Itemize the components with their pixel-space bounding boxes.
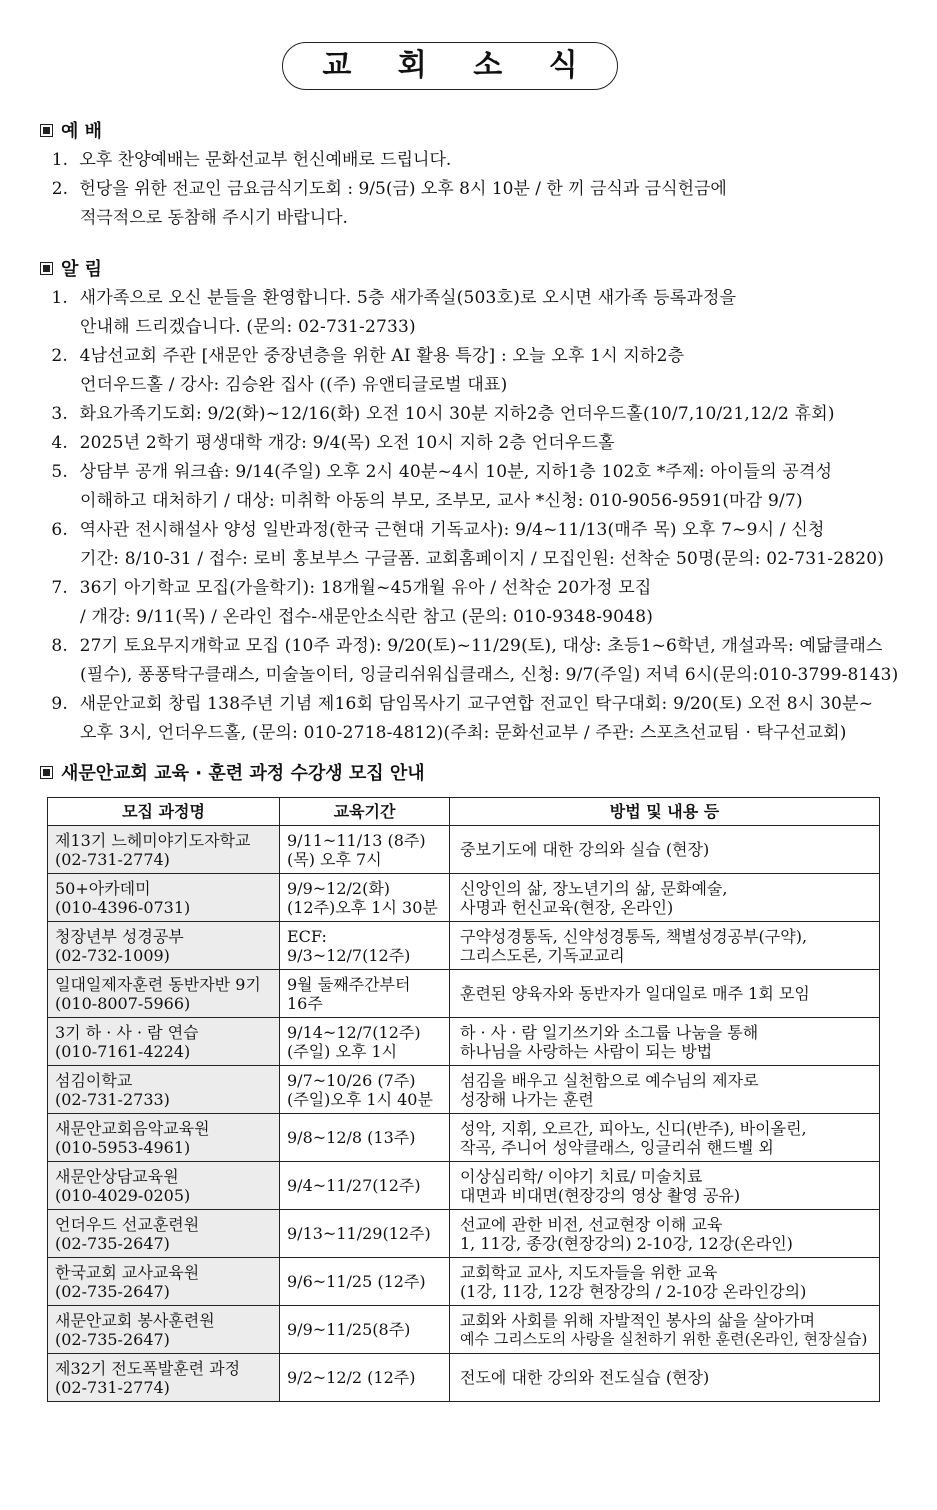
list-item bbox=[40, 342, 900, 400]
cell-line: 제32기 전도폭발훈련 과정 bbox=[55, 1358, 241, 1378]
cell-line: 새문안교회음악교육원 bbox=[55, 1118, 210, 1138]
cell-line: (010-4029-0205) bbox=[55, 1185, 191, 1205]
worship-list bbox=[40, 146, 900, 233]
cell-line: 중보기도에 대한 강의와 실습 (현장) bbox=[460, 840, 710, 859]
cell-line: (02-731-2774) bbox=[55, 1377, 170, 1397]
period-cell bbox=[280, 970, 450, 1018]
table-row bbox=[48, 1066, 880, 1114]
cell-line: 한국교회 교사교육원 bbox=[55, 1262, 200, 1282]
cell-line: 교회와 사회를 위해 자발적인 봉사의 삶을 살아가며 bbox=[460, 1310, 816, 1330]
item-text: 이해하고 대처하기 / 대상: 미취학 아동의 부모, 조부모, 교사 *신청: 010-9056-9591(마감 9/7) bbox=[80, 491, 803, 511]
cell-line: (02-731-2774) bbox=[55, 849, 170, 869]
table-row bbox=[48, 970, 880, 1018]
cell-line: 9/7~10/26 (7주) bbox=[287, 1070, 416, 1090]
description-cell bbox=[450, 1114, 880, 1162]
period-cell bbox=[280, 1162, 450, 1210]
cell-line: 9/4~11/27(12주) bbox=[287, 1176, 421, 1195]
cell-line: 9/9~11/25(8주) bbox=[287, 1320, 411, 1339]
course-name-cell bbox=[48, 1306, 280, 1354]
cell-line: (010-4396-0731) bbox=[55, 897, 191, 917]
cell-line: 9/14~12/7(12주) bbox=[287, 1022, 421, 1042]
cell-line: 성악, 지휘, 오르간, 피아노, 신디(반주), 바이올린, bbox=[460, 1118, 807, 1138]
item-text: 오후 찬양예배는 문화선교부 헌신예배로 드립니다. bbox=[79, 150, 452, 170]
cell-line: (02-735-2647) bbox=[55, 1281, 170, 1301]
worship-heading: 예 배 bbox=[40, 118, 900, 146]
course-name-cell bbox=[48, 1258, 280, 1306]
cell-line: 그리스도론, 기독교교리 bbox=[460, 945, 625, 965]
item-number: 8. bbox=[51, 636, 68, 656]
description-cell bbox=[450, 970, 880, 1018]
item-text: 언더우드홀 / 강사: 김승완 집사 ((주) 유앤티글로벌 대표) bbox=[80, 375, 508, 395]
course-name-cell bbox=[48, 1210, 280, 1258]
cell-line: 전도에 대한 강의와 전도실습 (현장) bbox=[460, 1368, 710, 1387]
worship-section bbox=[40, 118, 900, 233]
description-cell bbox=[450, 1018, 880, 1066]
list-item bbox=[40, 175, 900, 233]
notice-heading: 알 림 bbox=[40, 256, 900, 284]
cell-line: 새문안상담교육원 bbox=[55, 1166, 179, 1186]
list-item bbox=[40, 690, 900, 748]
cell-line: 훈련된 양육자와 동반자가 일대일로 매주 1회 모임 bbox=[460, 984, 810, 1003]
cell-line: 신앙인의 삶, 장노년기의 삶, 문화예술, bbox=[460, 878, 728, 898]
period-cell bbox=[280, 922, 450, 970]
course-name-cell bbox=[48, 874, 280, 922]
table-row bbox=[48, 1258, 880, 1306]
cell-line: (010-8007-5966) bbox=[55, 993, 191, 1013]
notice-list bbox=[40, 284, 900, 748]
cell-line: 선교에 관한 비전, 선교현장 이해 교육 bbox=[460, 1214, 723, 1234]
cell-line: 예수 그리스도의 사랑을 실천하기 위한 훈련(온라인, 현장실습) bbox=[460, 1329, 868, 1348]
cell-line: 일대일제자훈련 동반자반 9기 bbox=[55, 974, 261, 994]
cell-line: 1, 11강, 종강(현장강의) 2-10강, 12강(온라인) bbox=[460, 1233, 793, 1253]
cell-line: 9월 둘째주간부터 bbox=[287, 974, 411, 994]
cell-line: (02-735-2647) bbox=[55, 1233, 170, 1253]
cell-line: (주일) 오후 1시 bbox=[287, 1041, 398, 1061]
description-cell bbox=[450, 826, 880, 874]
cell-line: 9/13~11/29(12주) bbox=[287, 1224, 431, 1243]
cell-line: 섬김이학교 bbox=[55, 1070, 133, 1090]
item-text: 적극적으로 동참해 주시기 바랍니다. bbox=[80, 208, 348, 228]
course-name-cell bbox=[48, 1354, 280, 1402]
item-text: 헌당을 위한 전교인 금요금식기도회 : 9/5(금) 오후 8시 10분 / 한 끼 금식과 금식헌금에 bbox=[79, 179, 727, 199]
item-text: 2025년 2학기 평생대학 개강: 9/4(목) 오전 10시 지하 2층 언더우드홀 bbox=[79, 433, 615, 453]
course-name-cell bbox=[48, 1162, 280, 1210]
list-item bbox=[40, 429, 900, 458]
table-row bbox=[48, 1306, 880, 1354]
cell-line: (12주)오후 1시 30분 bbox=[287, 897, 438, 917]
cell-line: 교회학교 교사, 지도자들을 위한 교육 bbox=[460, 1262, 718, 1282]
square-bullet-icon bbox=[40, 262, 53, 275]
item-text: 36기 아기학교 모집(가을학기): 18개월~45개월 유아 / 선착순 20가정 모집 bbox=[79, 578, 652, 598]
course-name-cell bbox=[48, 1114, 280, 1162]
item-text: / 개강: 9/11(목) / 온라인 접수-새문안소식란 참고 (문의: 010-9348-9048) bbox=[80, 607, 654, 627]
cell-line: 제13기 느헤미야기도자학교 bbox=[55, 830, 251, 850]
period-cell bbox=[280, 1018, 450, 1066]
cell-line: 하 · 사 · 람 일기쓰기와 소그룹 나눔을 통해 bbox=[460, 1022, 759, 1042]
table-row bbox=[48, 1210, 880, 1258]
cell-line: 섬김을 배우고 실천함으로 예수님의 제자로 bbox=[460, 1070, 759, 1090]
cell-line: 16주 bbox=[287, 993, 323, 1013]
cell-line: 9/9~12/2(화) bbox=[287, 878, 391, 898]
period-cell bbox=[280, 1066, 450, 1114]
cell-line: (010-7161-4224) bbox=[55, 1041, 191, 1061]
cell-line: (02-731-2733) bbox=[55, 1089, 170, 1109]
item-number: 7. bbox=[51, 578, 68, 598]
period-cell bbox=[280, 1210, 450, 1258]
item-text: 새가족으로 오신 분들을 환영합니다. 5층 새가족실(503호)로 오시면 새가족 등록과정을 bbox=[79, 288, 737, 308]
item-number: 1. bbox=[51, 288, 68, 308]
education-section bbox=[40, 760, 900, 788]
item-text: 4남선교회 주관 [새문안 중장년층을 위한 AI 활용 특강] : 오늘 오후 1시 지하2층 bbox=[79, 346, 685, 366]
table-row bbox=[48, 1018, 880, 1066]
description-cell bbox=[450, 922, 880, 970]
cell-line: (02-735-2647) bbox=[55, 1329, 170, 1349]
cell-line: 성장해 나가는 훈련 bbox=[460, 1089, 594, 1109]
period-cell bbox=[280, 1354, 450, 1402]
description-cell bbox=[450, 1066, 880, 1114]
cell-line: 언더우드 선교훈련원 bbox=[55, 1214, 200, 1234]
cell-line: 9/8~12/8 (13주) bbox=[287, 1128, 416, 1147]
item-text: 상담부 공개 워크숍: 9/14(주일) 오후 2시 40분~4시 10분, 지하1층 102호 *주제: 아이들의 공격성 bbox=[79, 462, 833, 482]
item-number: 2. bbox=[51, 179, 68, 199]
list-item bbox=[40, 516, 900, 574]
education-heading: 새문안교회 교육 · 훈련 과정 수강생 모집 안내 bbox=[40, 760, 900, 788]
item-number: 6. bbox=[51, 520, 68, 540]
table-row bbox=[48, 922, 880, 970]
column-header-name: 모집 과정명 bbox=[48, 798, 280, 826]
period-cell bbox=[280, 1258, 450, 1306]
period-cell bbox=[280, 826, 450, 874]
description-cell bbox=[450, 1210, 880, 1258]
cell-line: 새문안교회 봉사훈련원 bbox=[55, 1310, 215, 1330]
list-item bbox=[40, 400, 900, 429]
education-table bbox=[47, 797, 880, 1402]
cell-line: 9/11~11/13 (8주) bbox=[287, 830, 426, 850]
description-cell bbox=[450, 1162, 880, 1210]
cell-line: 이상심리학/ 이야기 치료/ 미술치료 bbox=[460, 1166, 703, 1186]
course-name-cell bbox=[48, 922, 280, 970]
item-number: 4. bbox=[51, 433, 68, 453]
course-name-cell bbox=[48, 1066, 280, 1114]
list-item bbox=[40, 574, 900, 632]
item-text: 화요가족기도회: 9/2(화)~12/16(화) 오전 10시 30분 지하2층 언더우드홀(10/7,10/21,12/2 휴회) bbox=[79, 404, 835, 424]
column-header-desc: 방법 및 내용 등 bbox=[450, 798, 880, 826]
table-row bbox=[48, 1354, 880, 1402]
list-item bbox=[40, 146, 900, 175]
cell-line: (02-732-1009) bbox=[55, 945, 170, 965]
item-text: 기간: 8/10-31 / 접수: 로비 홍보부스 구글폼. 교회홈페이지 / 모집인원: 선착순 50명(문의: 02-731-2820) bbox=[80, 549, 885, 569]
cell-line: (목) 오후 7시 bbox=[287, 849, 382, 869]
course-name-cell bbox=[48, 1018, 280, 1066]
period-cell bbox=[280, 1306, 450, 1354]
item-number: 3. bbox=[51, 404, 68, 424]
description-cell bbox=[450, 1306, 880, 1354]
cell-line: ECF: bbox=[287, 926, 327, 946]
item-number: 1. bbox=[51, 150, 68, 170]
list-item bbox=[40, 632, 900, 690]
cell-line: (1강, 11강, 12강 현장강의 / 2-10강 온라인강의) bbox=[460, 1281, 807, 1301]
table-row bbox=[48, 1162, 880, 1210]
cell-line: 3기 하 · 사 · 람 연습 bbox=[55, 1022, 199, 1042]
list-item bbox=[40, 284, 900, 342]
cell-line: 구약성경통독, 신약성경통독, 책별성경공부(구약), bbox=[460, 926, 808, 946]
list-item bbox=[40, 458, 900, 516]
course-name-cell bbox=[48, 970, 280, 1018]
item-number: 9. bbox=[51, 694, 68, 714]
cell-line: 사명과 헌신교육(현장, 온라인) bbox=[460, 897, 674, 917]
item-text: 오후 3시, 언더우드홀, (문의: 010-2718-4812)(주최: 문화선교부 / 주관: 스포츠선교팀 · 탁구선교회) bbox=[80, 723, 847, 743]
description-cell bbox=[450, 1258, 880, 1306]
description-cell bbox=[450, 1354, 880, 1402]
item-number: 2. bbox=[51, 346, 68, 366]
cell-line: 50+아카데미 bbox=[55, 878, 151, 898]
table-row bbox=[48, 826, 880, 874]
square-bullet-icon bbox=[40, 766, 53, 779]
table-row bbox=[48, 874, 880, 922]
item-text: 역사관 전시해설사 양성 일반과정(한국 근현대 기독교사): 9/4~11/13(매주 목) 오후 7~9시 / 신청 bbox=[79, 520, 825, 540]
notice-section bbox=[40, 256, 900, 748]
item-text: 안내해 드리겠습니다. (문의: 02-731-2733) bbox=[80, 317, 416, 337]
cell-line: (010-5953-4961) bbox=[55, 1137, 191, 1157]
cell-line: (주일)오후 1시 40분 bbox=[287, 1089, 433, 1109]
description-cell bbox=[450, 874, 880, 922]
period-cell bbox=[280, 874, 450, 922]
table-header-row bbox=[48, 798, 880, 826]
cell-line: 9/3~12/7(12주) bbox=[287, 945, 411, 965]
table-row bbox=[48, 1114, 880, 1162]
course-name-cell bbox=[48, 826, 280, 874]
page-title: 교 회 소 식 bbox=[282, 42, 618, 90]
cell-line: 작곡, 주니어 성악클래스, 잉글리쉬 핸드벨 외 bbox=[460, 1137, 774, 1157]
square-bullet-icon bbox=[40, 124, 53, 137]
cell-line: 청장년부 성경공부 bbox=[55, 926, 184, 946]
item-text: 27기 토요무지개학교 모집 (10주 과정): 9/20(토)~11/29(토), 대상: 초등1~6학년, 개설과목: 예닮클래스 bbox=[79, 636, 883, 656]
item-text: 새문안교회 창립 138주년 기념 제16회 담임목사기 교구연합 전교인 탁구대회: 9/20(토) 오전 8시 30분~ bbox=[79, 694, 874, 714]
cell-line: 하나님을 사랑하는 사람이 되는 방법 bbox=[460, 1041, 713, 1061]
cell-line: 대면과 비대면(현장강의 영상 촬영 공유) bbox=[460, 1185, 741, 1205]
cell-line: 9/6~11/25 (12주) bbox=[287, 1272, 426, 1291]
item-text: (필수), 퐁퐁탁구클래스, 미술놀이터, 잉글리쉬워십클래스, 신청: 9/7(주일) 저녁 6시(문의:010-3799-8143) bbox=[80, 665, 899, 685]
column-header-period: 교육기간 bbox=[280, 798, 450, 826]
item-number: 5. bbox=[51, 462, 68, 482]
period-cell bbox=[280, 1114, 450, 1162]
cell-line: 9/2~12/2 (12주) bbox=[287, 1368, 416, 1387]
